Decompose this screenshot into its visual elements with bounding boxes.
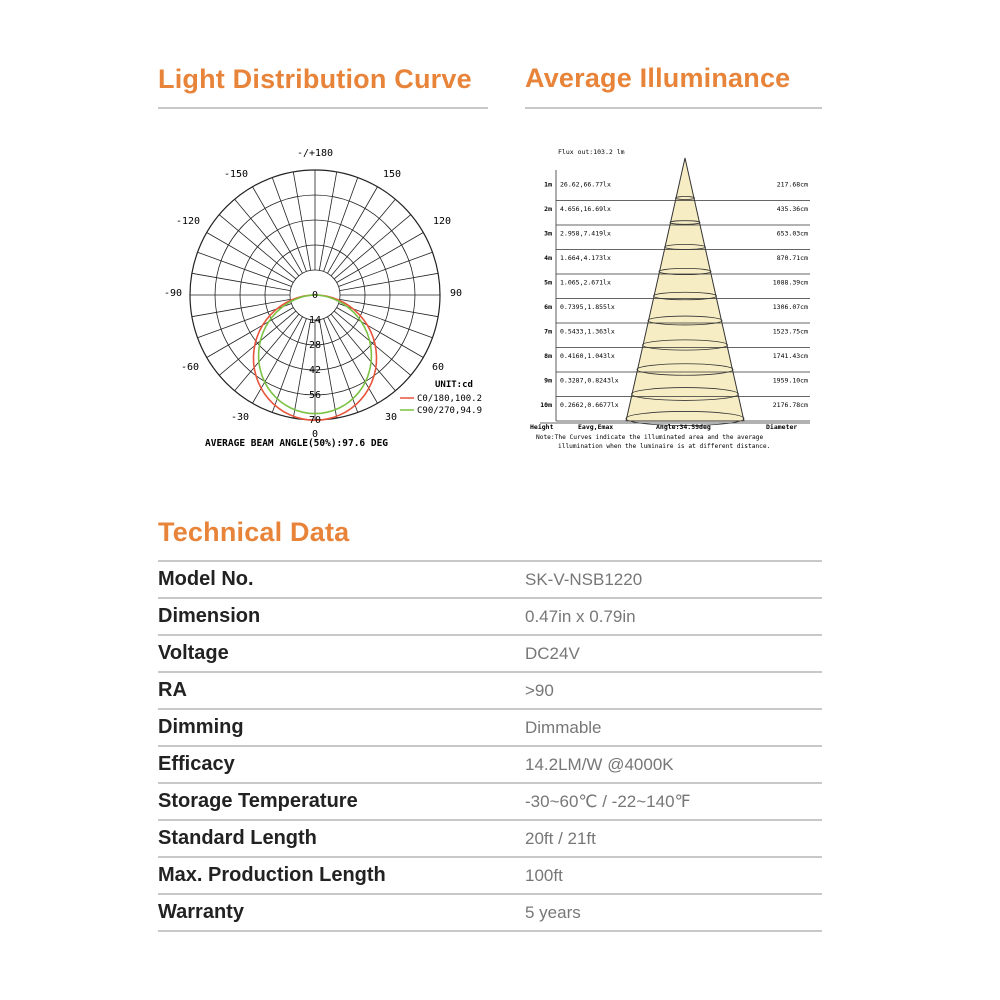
header-angle: Angle:34.59deg	[656, 423, 711, 431]
spec-value: 14.2LM/W @4000K	[525, 746, 822, 783]
radial-tick-label: 14	[308, 315, 322, 326]
angle-label: 150	[382, 169, 402, 180]
row-lux: 2.958,7.419lx	[560, 229, 611, 238]
spec-label: Dimming	[158, 709, 525, 746]
angle-label: -150	[223, 169, 249, 180]
table-row	[158, 635, 822, 672]
grid-spoke	[319, 172, 336, 270]
row-lux: 0.7395,1.855lx	[560, 303, 615, 311]
table-row	[158, 561, 822, 598]
row-diameter: 870.71cm	[776, 254, 808, 262]
angle-label: 30	[384, 412, 398, 423]
row-lux: 1.664,4.173lx	[560, 254, 611, 262]
grid-spoke	[338, 252, 432, 286]
table-row	[158, 894, 822, 931]
spec-label: Model No.	[158, 561, 525, 598]
row-height: 5m	[544, 278, 552, 287]
spec-label: Max. Production Length	[158, 857, 525, 894]
spec-value: 100ft	[525, 857, 822, 894]
radial-tick-label: 0	[311, 290, 319, 301]
table-row	[158, 820, 822, 857]
row-lux: 0.2662,0.6677lx	[560, 401, 619, 409]
radial-tick-label: 56	[308, 390, 322, 401]
spec-label: Dimension	[158, 598, 525, 635]
title-divider	[158, 107, 488, 109]
flux-label: Flux out:103.2 lm	[558, 148, 625, 156]
spec-value: 5 years	[525, 894, 822, 931]
light-cone	[626, 158, 744, 421]
spec-label: Voltage	[158, 635, 525, 672]
row-diameter: 653.03cm	[776, 229, 808, 238]
light-distribution-title: Light Distribution Curve	[158, 64, 472, 94]
spec-value: SK-V-NSB1220	[525, 561, 822, 598]
row-lux: 26.62,66.77lx	[560, 180, 611, 189]
header-height: Height	[530, 423, 554, 431]
illuminance-body	[540, 158, 810, 426]
grid-spoke	[198, 252, 292, 286]
row-height: 1m	[544, 180, 552, 189]
spec-label: Warranty	[158, 894, 525, 931]
row-height: 4m	[544, 254, 552, 262]
row-diameter: 1959.10cm	[772, 376, 808, 385]
row-lux: 1.065,2.671lx	[560, 278, 611, 287]
angle-label: 120	[432, 216, 452, 227]
legend-c90: C90/270,94.9	[417, 406, 483, 416]
angle-label: -/+180	[296, 148, 334, 159]
table-row	[158, 746, 822, 783]
grid-spoke	[340, 273, 438, 290]
grid-spoke	[324, 178, 358, 272]
note-line-1: Note:The Curves indicate the illuminated area and the average	[536, 434, 764, 441]
radial-tick-label: 28	[308, 340, 322, 351]
spec-label: Storage Temperature	[158, 783, 525, 820]
angle-label: -90	[163, 288, 183, 299]
row-diameter: 217.68cm	[776, 180, 808, 189]
angle-label: 60	[431, 362, 445, 373]
technical-data-title: Technical Data	[158, 517, 350, 547]
grid-spoke	[272, 178, 306, 272]
angle-label: 90	[449, 288, 463, 299]
angle-label: -120	[175, 216, 201, 227]
row-lux: 0.4160,1.043lx	[560, 352, 615, 360]
row-diameter: 2176.78cm	[772, 401, 808, 409]
spec-label: Standard Length	[158, 820, 525, 857]
header-lux: Eavg,Emax	[578, 423, 614, 431]
beam-angle-note: AVERAGE BEAM ANGLE(50%):97.6 DEG	[205, 438, 389, 449]
spec-label: RA	[158, 672, 525, 709]
row-diameter: 435.36cm	[776, 205, 808, 213]
spec-value: 0.47in x 0.79in	[525, 598, 822, 635]
row-height: 7m	[544, 327, 552, 336]
row-lux: 0.3287,0.8243lx	[560, 376, 619, 385]
row-diameter: 1306.07cm	[772, 303, 808, 311]
angle-label: -30	[230, 412, 250, 423]
grid-spoke	[319, 320, 336, 418]
table-row	[158, 598, 822, 635]
row-height: 8m	[544, 352, 552, 360]
average-illuminance-title: Average Illuminance	[525, 63, 791, 93]
angle-label: -60	[180, 362, 200, 373]
polar-distribution-chart	[160, 140, 500, 460]
spec-value: >90	[525, 672, 822, 709]
table-row	[158, 672, 822, 709]
row-height: 2m	[544, 205, 552, 213]
angle-label: 0	[311, 429, 319, 440]
spec-value: Dimmable	[525, 709, 822, 746]
row-height: 9m	[544, 376, 552, 385]
header-diameter: Diameter	[766, 423, 798, 431]
grid-spoke	[192, 273, 290, 290]
radial-tick-label: 70	[308, 415, 322, 426]
illuminance-diagram	[528, 140, 818, 460]
spec-value: 20ft / 21ft	[525, 820, 822, 857]
row-diameter: 1741.43cm	[772, 352, 808, 360]
chart-unit: UNIT:cd	[435, 380, 473, 390]
row-height: 3m	[544, 229, 552, 238]
title-divider	[525, 107, 822, 109]
spec-label: Efficacy	[158, 746, 525, 783]
table-row	[158, 783, 822, 820]
table-row	[158, 857, 822, 894]
spec-value: -30~60℃ / -22~140℉	[525, 783, 822, 820]
row-height: 10m	[540, 401, 552, 409]
row-height: 6m	[544, 303, 552, 311]
technical-data-table	[158, 560, 822, 932]
grid-spoke	[293, 172, 310, 270]
row-lux: 4.656,16.69lx	[560, 205, 611, 213]
row-diameter: 1088.39cm	[772, 278, 808, 287]
note-line-2: illumination when the luminaire is at different distance.	[558, 443, 771, 450]
spec-value: DC24V	[525, 635, 822, 672]
row-lux: 0.5433,1.363lx	[560, 327, 615, 336]
row-diameter: 1523.75cm	[772, 327, 808, 336]
table-row	[158, 709, 822, 746]
legend-c0: C0/180,100.2	[417, 394, 483, 404]
radial-tick-label: 42	[308, 365, 322, 376]
